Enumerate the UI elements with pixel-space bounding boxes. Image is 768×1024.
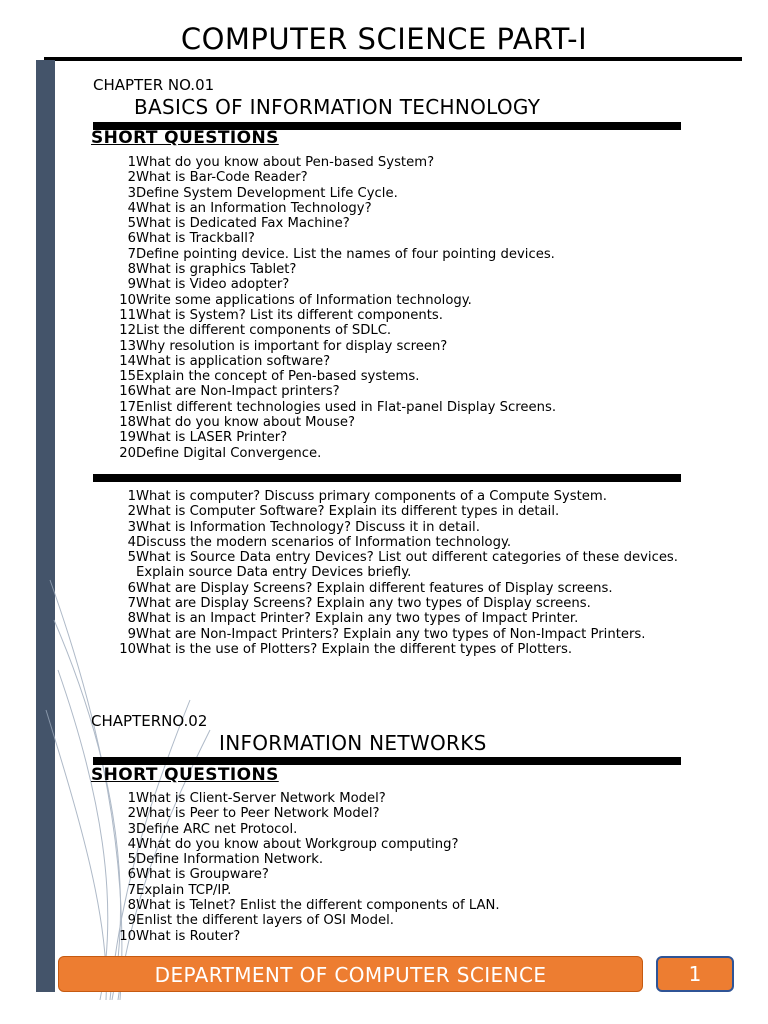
question-number: 17 <box>119 399 136 415</box>
question-number: 1 <box>127 489 136 504</box>
question-text: List the different components of SDLC. <box>136 323 392 339</box>
question-item <box>108 596 678 611</box>
question-item <box>108 186 678 201</box>
chapter-2-short-question-list <box>108 791 678 944</box>
question-text: What is Telnet? Enlist the different components of LAN. <box>136 898 500 914</box>
question-text: What are Non-Impact printers? <box>136 384 340 400</box>
question-number: 7 <box>127 596 136 612</box>
question-item <box>108 627 678 642</box>
question-item <box>108 384 678 399</box>
question-text: Enlist the different layers of OSI Model. <box>136 913 394 929</box>
question-number: 2 <box>127 170 136 186</box>
question-item <box>108 155 678 170</box>
question-number: 20 <box>119 445 136 461</box>
question-text: What is Dedicated Fax Machine? <box>136 216 350 232</box>
question-text: What is Source Data entry Devices? List out different categories of these devices. Explain source Data entry Devices briefly. <box>136 550 678 581</box>
question-number: 12 <box>119 323 136 339</box>
question-text: Explain TCP/IP. <box>136 882 232 898</box>
question-number: 13 <box>119 338 136 354</box>
question-item <box>108 247 678 262</box>
question-item <box>108 293 678 308</box>
question-text: Explain the concept of Pen-based systems. <box>136 369 420 385</box>
question-item <box>108 354 678 369</box>
question-text: Write some applications of Information technology. <box>136 292 472 308</box>
question-text: What is graphics Tablet? <box>136 262 297 278</box>
question-number: 18 <box>119 415 136 431</box>
question-text: Enlist different technologies used in Flat-panel Display Screens. <box>136 399 557 415</box>
question-number: 1 <box>127 791 136 806</box>
question-item <box>108 170 678 185</box>
question-number: 16 <box>119 384 136 400</box>
question-text: What are Non-Impact Printers? Explain any two types of Non-Impact Printers. <box>136 626 646 642</box>
page-title: COMPUTER SCIENCE PART-I <box>180 22 588 56</box>
question-number: 6 <box>127 867 136 883</box>
question-text: What is Groupware? <box>136 867 269 883</box>
question-text: What do you know about Mouse? <box>136 415 355 431</box>
question-item <box>108 883 678 898</box>
chapter-1-short-question-list <box>108 155 678 461</box>
question-text: Define Information Network. <box>136 852 324 868</box>
chapter-2-title: INFORMATION NETWORKS <box>219 731 487 755</box>
chapter-1-title: BASICS OF INFORMATION TECHNOLOGY <box>134 95 541 119</box>
question-number: 8 <box>127 898 136 914</box>
question-number: 4 <box>127 534 136 550</box>
question-item <box>108 323 678 338</box>
question-item <box>108 231 678 246</box>
chapter-1-label: CHAPTER NO.01 <box>93 76 215 94</box>
question-text: What do you know about Pen-based System? <box>136 155 435 170</box>
question-number: 3 <box>127 821 136 837</box>
chapter-1-long-question-list <box>108 489 678 657</box>
question-item <box>108 369 678 384</box>
question-item <box>108 898 678 913</box>
question-text: What is Information Technology? Discuss it in detail. <box>136 519 480 535</box>
question-item <box>108 913 678 928</box>
question-number: 7 <box>127 246 136 262</box>
question-text: What is System? List its different components. <box>136 307 443 323</box>
question-number: 4 <box>127 836 136 852</box>
question-item <box>108 339 678 354</box>
question-item <box>108 535 678 550</box>
question-item <box>108 550 678 581</box>
question-text: What is Computer Software? Explain its different types in detail. <box>136 504 560 520</box>
question-number: 9 <box>127 913 136 929</box>
question-text: What is an Impact Printer? Explain any two types of Impact Printer. <box>136 611 579 627</box>
question-text: What is application software? <box>136 353 331 369</box>
question-number: 10 <box>119 928 136 944</box>
question-number: 15 <box>119 369 136 385</box>
page-number: 1 <box>656 956 734 992</box>
question-item <box>108 216 678 231</box>
question-number: 5 <box>127 550 136 566</box>
question-item <box>108 642 678 657</box>
question-text: What do you know about Workgroup computing? <box>136 836 459 852</box>
question-item <box>108 611 678 626</box>
question-item <box>108 262 678 277</box>
question-item <box>108 446 678 461</box>
question-text: What is Peer to Peer Network Model? <box>136 806 380 822</box>
question-text: What is LASER Printer? <box>136 430 288 446</box>
question-text: What is the use of Plotters? Explain the different types of Plotters. <box>136 641 573 657</box>
question-number: 2 <box>127 806 136 822</box>
question-item <box>108 867 678 882</box>
question-item <box>108 791 678 806</box>
question-number: 6 <box>127 231 136 247</box>
question-number: 19 <box>119 430 136 446</box>
question-number: 8 <box>127 262 136 278</box>
question-number: 6 <box>127 580 136 596</box>
question-text: What is Client-Server Network Model? <box>136 791 386 806</box>
question-item <box>108 520 678 535</box>
question-text: Define System Development Life Cycle. <box>136 185 398 201</box>
question-item <box>108 277 678 292</box>
question-item <box>108 504 678 519</box>
chapter-2-label: CHAPTERNO.02 <box>91 712 208 730</box>
question-text: What is an Information Technology? <box>136 200 372 216</box>
question-text: What are Display Screens? Explain any two types of Display screens. <box>136 596 591 612</box>
question-number: 9 <box>127 626 136 642</box>
question-number: 8 <box>127 611 136 627</box>
question-number: 7 <box>127 882 136 898</box>
chapter-2-rule <box>93 757 681 765</box>
question-text: What is Video adopter? <box>136 277 290 293</box>
question-item <box>108 308 678 323</box>
question-text: Define pointing device. List the names of four pointing devices. <box>136 246 555 262</box>
question-item <box>108 201 678 216</box>
question-number: 11 <box>119 307 136 323</box>
question-number: 10 <box>119 292 136 308</box>
question-text: What is Trackball? <box>136 231 255 247</box>
question-text: Define Digital Convergence. <box>136 445 322 461</box>
question-number: 5 <box>127 216 136 232</box>
question-number: 3 <box>127 185 136 201</box>
question-number: 5 <box>127 852 136 868</box>
question-text: What is Bar-Code Reader? <box>136 170 308 186</box>
question-text: Define ARC net Protocol. <box>136 821 298 837</box>
question-number: 9 <box>127 277 136 293</box>
question-text: Discuss the modern scenarios of Information technology. <box>136 534 512 550</box>
question-item <box>108 837 678 852</box>
question-item <box>108 822 678 837</box>
question-number: 14 <box>119 353 136 369</box>
question-text: What is computer? Discuss primary components of a Compute System. <box>136 489 607 504</box>
question-item <box>108 806 678 821</box>
question-item <box>108 852 678 867</box>
question-number: 2 <box>127 504 136 520</box>
question-item <box>108 929 678 944</box>
question-text: Why resolution is important for display screen? <box>136 338 448 354</box>
chapter-1-short-questions-heading: SHORT QUESTIONS <box>91 128 279 148</box>
long-questions-rule <box>93 474 681 482</box>
title-rule <box>44 57 742 61</box>
question-item <box>108 400 678 415</box>
question-number: 1 <box>127 155 136 170</box>
question-item <box>108 430 678 445</box>
question-item <box>108 489 678 504</box>
chapter-2-short-questions-heading: SHORT QUESTIONS <box>91 765 279 785</box>
question-number: 10 <box>119 641 136 657</box>
department-footer: DEPARTMENT OF COMPUTER SCIENCE <box>58 956 643 992</box>
question-number: 3 <box>127 519 136 535</box>
question-item <box>108 415 678 430</box>
question-number: 4 <box>127 200 136 216</box>
question-item <box>108 581 678 596</box>
question-text: What are Display Screens? Explain different features of Display screens. <box>136 580 613 596</box>
question-text: What is Router? <box>136 928 241 944</box>
